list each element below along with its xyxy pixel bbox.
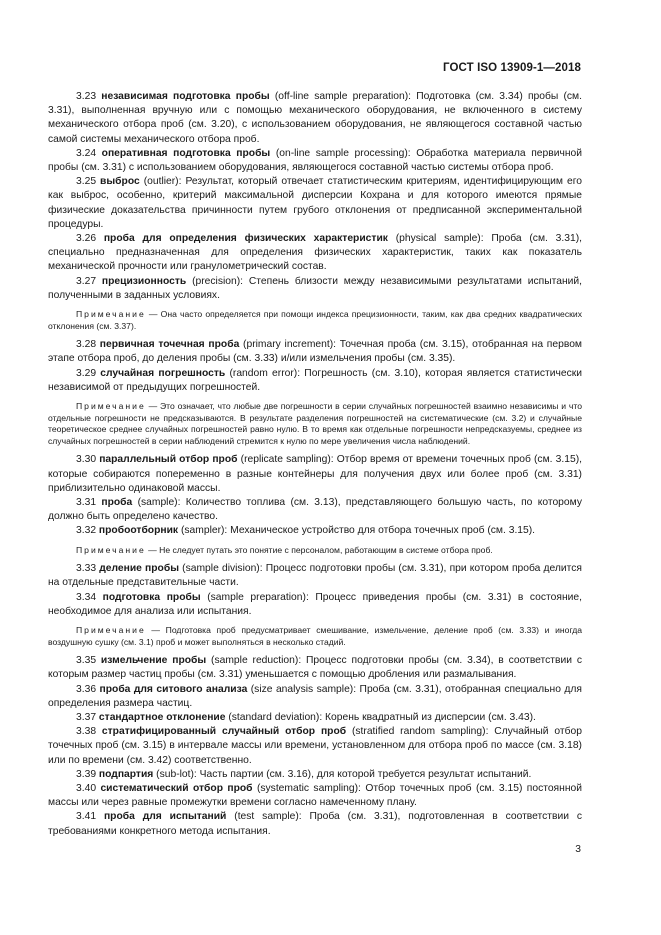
definition-3-32: 3.32 пробоотборник (sampler): Механическое устройство для отбора точечных проб (см. 3.15).	[76, 525, 536, 537]
definition-3-41: 3.41 проба для испытаний (test sample): Проба (см. 3.31), подготовленная в соответствии с требованиями конкретного метода испытания.	[48, 811, 582, 837]
definition-3-39: 3.39 подпартия (sub-lot): Часть партии (см. 3.16), для которой требуется результат испытаний.	[76, 768, 532, 780]
definition-3-37: 3.37 стандартное отклонение (standard deviation): Корень квадратный из дисперсии (см. 3.43).	[76, 712, 536, 724]
definition-3-34: 3.34 подготовка пробы (sample preparation): Процесс приведения пробы (см. 3.31) в состояние, необходимое для анализа или испытания.	[48, 591, 582, 617]
page-number: 3	[575, 844, 581, 855]
definition-3-29: 3.29 случайная погрешность (random error): Погрешность (см. 3.10), которая является статистически независимой от предыдущих погрешностей.	[48, 367, 582, 393]
note-precision: Примечание — Она часто определяется при помощи индекса прецизионности, таким, как два средних квадратических отклонения (см. 3.37).	[48, 309, 582, 331]
note-label: Примечание	[76, 625, 146, 636]
definition-3-36: 3.36 проба для ситового анализа (size analysis sample): Проба (см. 3.31), отобранная специально для определения размера частиц.	[48, 683, 582, 709]
note-label: Примечание	[76, 309, 146, 320]
definition-3-38: 3.38 стратифицированный случайный отбор проб (stratified random sampling): Случайный отбор точечных проб (см. 3.15) в интервале массы или времени, установленном для отбора проб по массе (см. 3.18) или по времени (см. 3.42) соответственно.	[48, 726, 582, 766]
definition-3-31: 3.31 проба (sample): Количество топлива (см. 3.13), представляющего большую часть, по которому должно быть определено качество.	[48, 497, 582, 523]
definition-3-23: 3.23 независимая подготовка пробы (off-line sample preparation): Подготовка (см. 3.34) пробы (см. 3.31), выполненная вручную или с помощью механического оборудования, не включенного в систему механического отбора проб (см. 3.20), с использованием оборудования, не являющегося составной частью самой системы механического отбора проб.	[48, 91, 582, 145]
definition-3-30: 3.30 параллельный отбор проб (replicate sampling): Отбор время от времени точечных проб (см. 3.15), которые собираются попеременно в разные контейнеры для получения двух или более проб (см. 3.31) приблизительно одинаковой массы.	[48, 454, 582, 494]
definition-3-40: 3.40 систематический отбор проб (systematic sampling): Отбор точечных проб (см. 3.15) постоянной массы или через равные промежутки времени согласно намеченному плану.	[48, 783, 582, 809]
definition-3-35: 3.35 измельчение пробы (sample reduction): Процесс подготовки пробы (см. 3.34), в соответствии с которым размер частиц пробы (см. 3.31) уменьшается с помощью дробления или размалывания.	[48, 655, 582, 681]
definition-3-33: 3.33 деление пробы (sample division): Процесс подготовки пробы (см. 3.31), при котором проба делится на отдельные представительные части.	[48, 563, 582, 589]
note-label: Примечание	[76, 401, 146, 412]
note-sampler: Примечание — Не следует путать это понятие с персоналом, работающим в системе отбора проб.	[76, 544, 493, 555]
note-label: Примечание	[76, 544, 146, 555]
note-sample-preparation: Примечание — Подготовка проб предусматривает смешивание, измельчение, деление проб (см. 3.33) и иногда воздушную сушку (см. 3.1) проб и может выполняться в несколько стадий.	[48, 625, 582, 647]
definition-3-28: 3.28 первичная точечная проба (primary increment): Точечная проба (см. 3.15), отобранная на первом этапе отбора проб, до деления пробы (см. 3.33) и/или измельчения пробы (см. 3.35).	[48, 339, 582, 365]
definition-3-24: 3.24 оперативная подготовка пробы (on-line sample processing): Обработка материала первичной пробы (см. 3.31) с использованием оборудования, являющегося составной частью системы отбора проб.	[48, 147, 582, 174]
definition-3-25: 3.25 выброс (outlier): Результат, который отвечает статистическим критериям, идентифицирующим его как выброс, особенно, критерий максимальной дисперсии Кохрана и для которого имеются прямые физические доказательства причинности путем грубого отклонения от предписанной экспериментальной процедуры.	[48, 176, 582, 230]
note-random-error: Примечание — Это означает, что любые две погрешности в серии случайных погрешностей взаимно независимы и что отдельные погрешности не предсказываются. В результате разделения погрешностей на систематические (см. 3.2) и случайные теоретическое среднее случайных погрешностей равно нулю. В то время как отдельные погрешности непредсказуемы, среднее из случайных погрешностей в серии наблюдений стремится к нулю по мере увеличения числа наблюдений.	[48, 401, 582, 446]
definition-3-27: 3.27 прецизионность (precision): Степень близости между независимыми результатами испытаний, полученными в заданных условиях.	[48, 275, 582, 301]
document-header: ГОСТ ISO 13909-1—2018	[443, 62, 581, 74]
document-body	[48, 90, 582, 839]
definition-3-26: 3.26 проба для определения физических характеристик (physical sample): Проба (см. 3.31), специально предназначенная для определения физических характеристик, таких как показатель механической прочности или гранулометрический состав.	[48, 233, 582, 273]
